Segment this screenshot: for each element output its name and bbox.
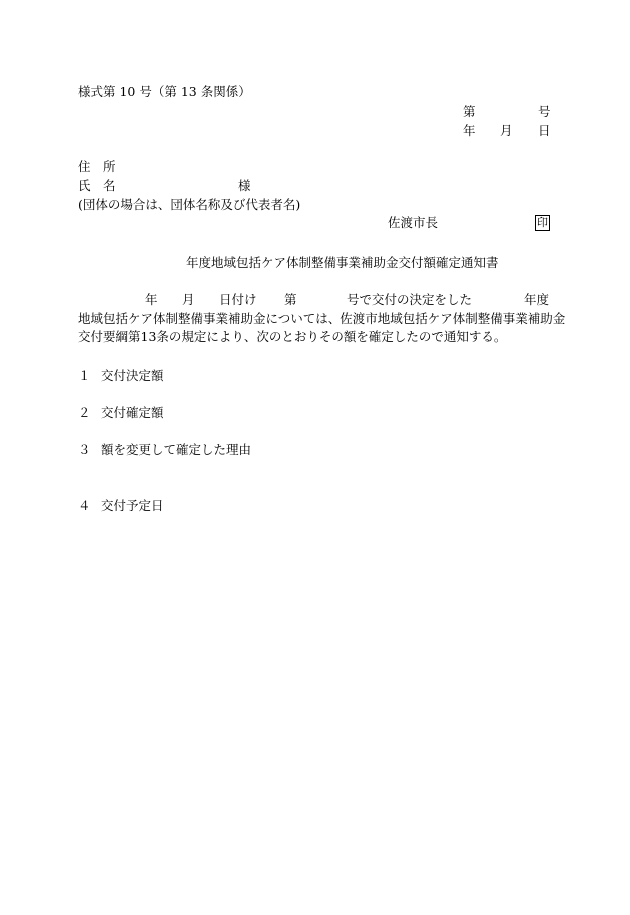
item-2-label: 交付確定額 — [101, 405, 164, 420]
seal-stamp: 印 — [537, 216, 548, 229]
body-fiscal-year: 年度 — [524, 292, 550, 307]
sama-honorific: 様 — [238, 178, 251, 193]
form-label: 様式第 10 号（第 13 条関係） — [78, 84, 251, 99]
body-day-ref: 日付け — [219, 292, 257, 307]
org-note: (団体の場合は、団体名称及び代表者名) — [78, 197, 301, 212]
date-day: 日 — [538, 123, 551, 138]
doc-number-go: 号 — [538, 104, 551, 119]
date-month: 月 — [500, 123, 513, 138]
date-year: 年 — [463, 123, 476, 138]
body-line-2: 地域包括ケア体制整備事業補助金については、佐渡市地域包括ケア体制整備事業補助金 — [78, 311, 566, 326]
item-3-num: ３ — [78, 442, 91, 457]
body-month: 月 — [182, 292, 195, 307]
body-year: 年 — [145, 292, 158, 307]
item-4-num: ４ — [78, 498, 91, 513]
document-title: 年度地域包括ケア体制整備事業補助金交付額確定通知書 — [186, 255, 499, 270]
item-2-num: ２ — [78, 405, 91, 420]
body-line-3: 交付要綱第13条の規定により、次のとおりその額を確定したので通知する。 — [78, 329, 507, 344]
item-4-label: 交付予定日 — [101, 498, 164, 513]
address-label: 住 所 — [78, 159, 116, 174]
item-1-num: １ — [78, 368, 91, 383]
item-1-label: 交付決定額 — [101, 368, 164, 383]
item-3-label: 額を変更して確定した理由 — [101, 442, 252, 457]
doc-number-dai: 第 — [463, 104, 476, 119]
issuer-title: 佐渡市長 — [388, 215, 439, 230]
body-decision: 号で交付の決定をした — [347, 292, 473, 307]
name-label: 氏 名 — [78, 178, 116, 193]
body-dai: 第 — [284, 292, 297, 307]
